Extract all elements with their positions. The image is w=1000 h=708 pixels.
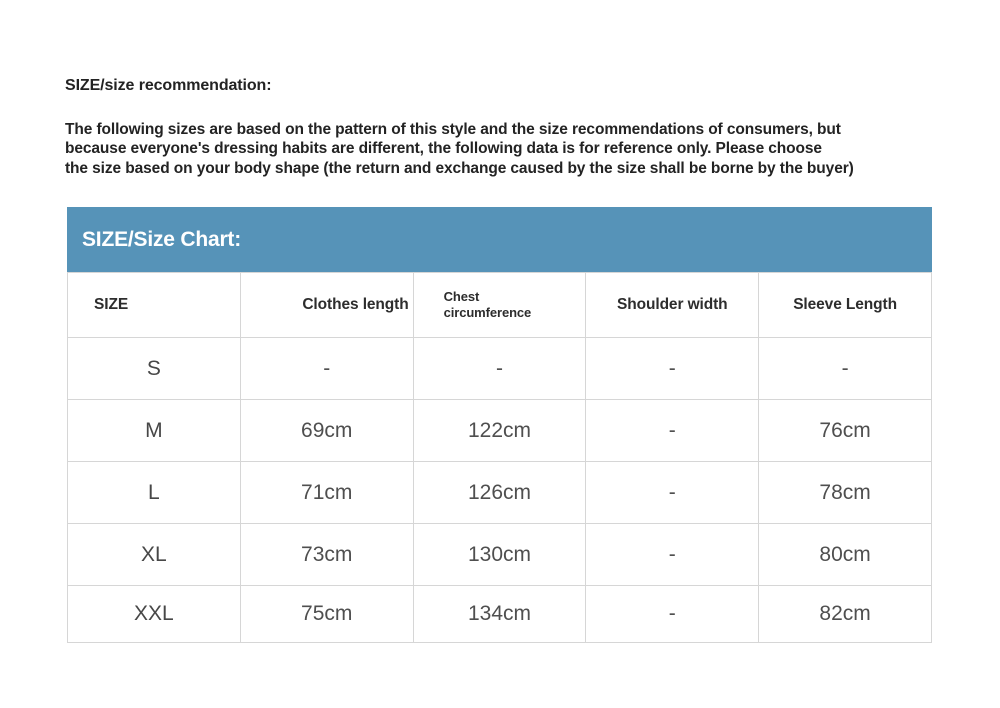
header-shoulder-width: Shoulder width (586, 273, 759, 338)
cell-sleeve-length: 76cm (759, 400, 932, 462)
header-size: SIZE (68, 273, 241, 338)
cell-chest-circumference: - (413, 338, 586, 400)
cell-clothes-length: 69cm (240, 400, 413, 462)
cell-shoulder-width: - (586, 586, 759, 643)
table-row-m (68, 400, 932, 462)
cell-sleeve-length: 78cm (759, 462, 932, 524)
table-row-xxl (68, 586, 932, 643)
cell-sleeve-length: - (759, 338, 932, 400)
cell-chest-circumference: 134cm (413, 586, 586, 643)
cell-size-label: S (68, 338, 241, 400)
cell-size-label: L (68, 462, 241, 524)
size-recommendation-note (65, 120, 965, 178)
cell-sleeve-length: 80cm (759, 524, 932, 586)
table-header-row (68, 273, 932, 338)
cell-sleeve-length: 82cm (759, 586, 932, 643)
cell-shoulder-width: - (586, 400, 759, 462)
size-chart-banner-title: SIZE/Size Chart: (82, 228, 241, 251)
header-chest-circumference (413, 273, 586, 338)
note-line: The following sizes are based on the pattern of this style and the size recommendations of consumers, but (65, 121, 841, 138)
size-chart-table (67, 272, 932, 643)
table-row-xl (68, 524, 932, 586)
cell-shoulder-width: - (586, 462, 759, 524)
cell-chest-circumference: 130cm (413, 524, 586, 586)
table-row-l (68, 462, 932, 524)
cell-clothes-length: 71cm (240, 462, 413, 524)
header-clothes-length: Clothes length (240, 273, 413, 338)
cell-size-label: M (68, 400, 241, 462)
cell-clothes-length: 73cm (240, 524, 413, 586)
cell-size-label: XL (68, 524, 241, 586)
cell-shoulder-width: - (586, 338, 759, 400)
note-line: because everyone's dressing habits are different, the following data is for reference only. Please choose (65, 140, 822, 158)
cell-clothes-length: - (240, 338, 413, 400)
cell-clothes-length: 75cm (240, 586, 413, 643)
cell-chest-circumference: 126cm (413, 462, 586, 524)
size-recommendation-heading: SIZE/size recommendation: (65, 77, 272, 94)
header-chest-circumference-label: Chest circumference (443, 289, 532, 320)
size-chart-banner (67, 207, 932, 272)
cell-chest-circumference: 122cm (413, 400, 586, 462)
header-sleeve-length: Sleeve Length (759, 273, 932, 338)
table-row-s (68, 338, 932, 400)
cell-shoulder-width: - (586, 524, 759, 586)
cell-size-label: XXL (68, 586, 241, 643)
note-line: the size based on your body shape (the return and exchange caused by the size shall be borne by the buyer) (65, 159, 854, 177)
